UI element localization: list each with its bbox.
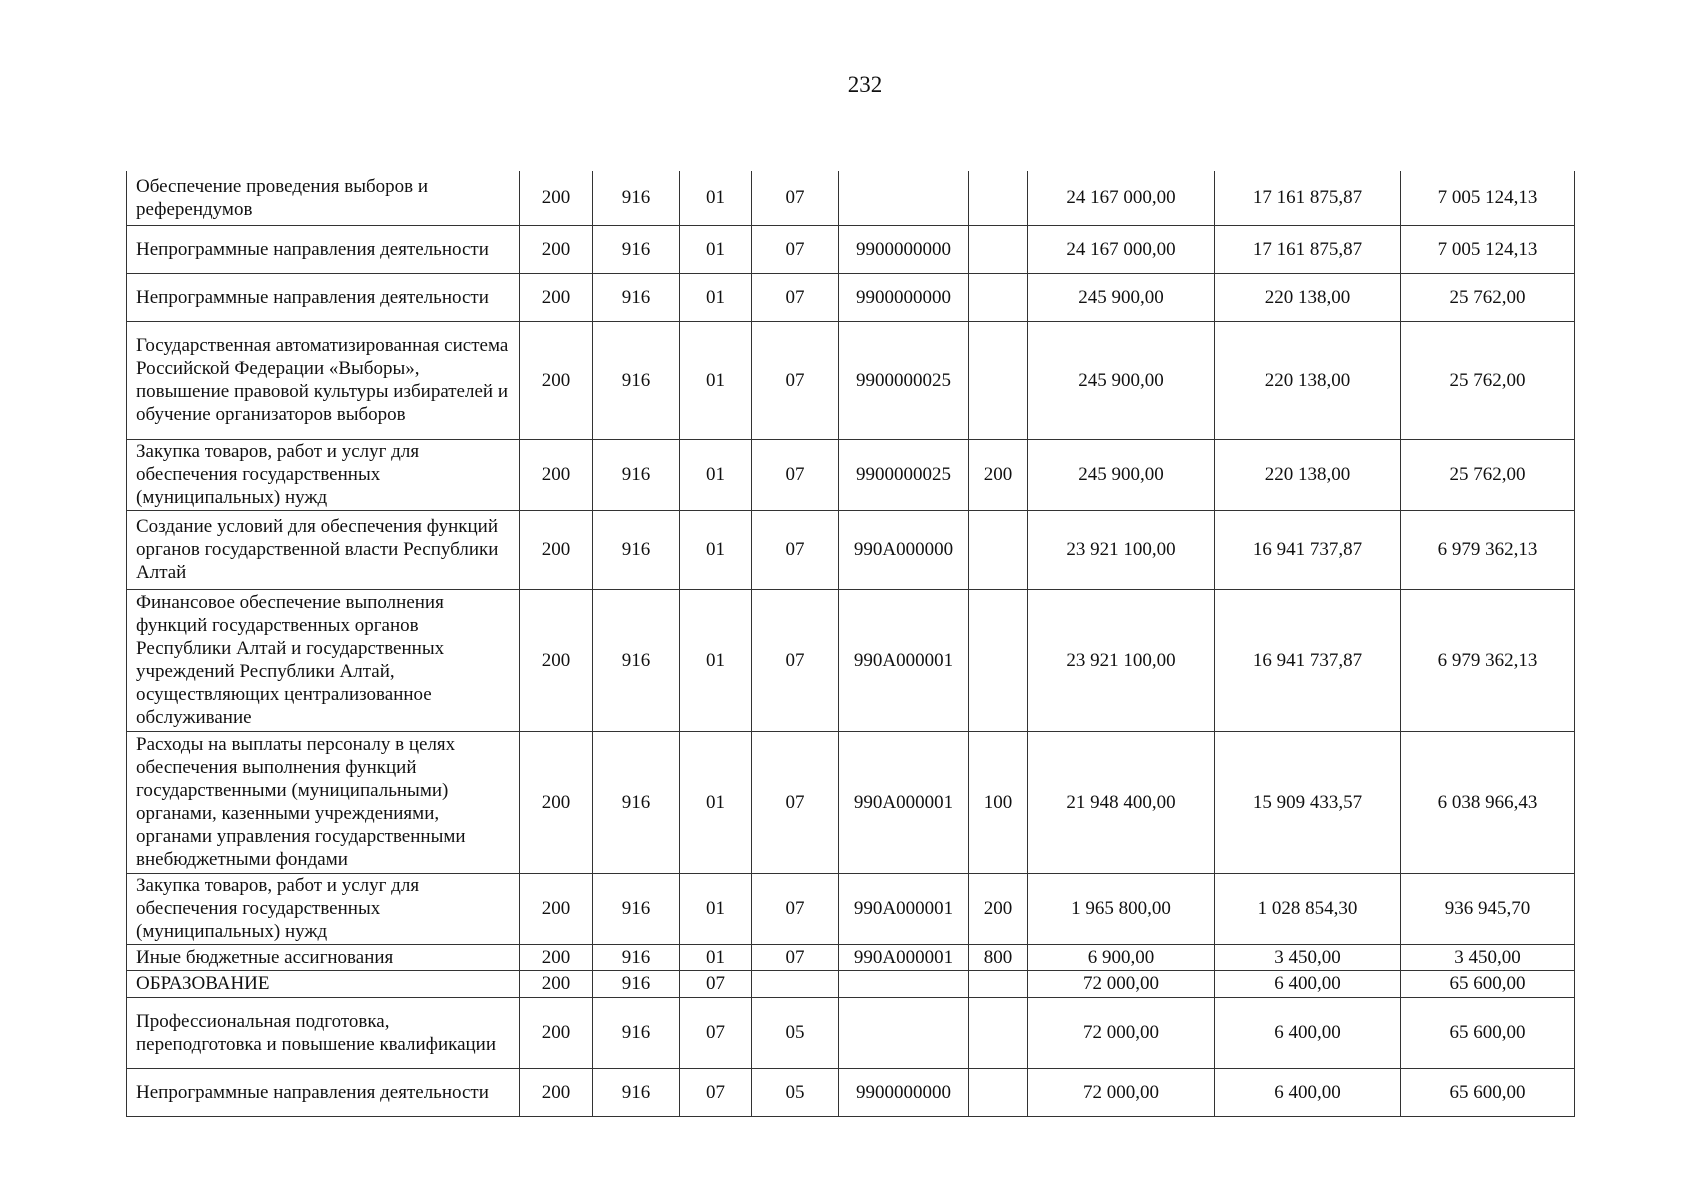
cell-code-1: 200 bbox=[520, 321, 593, 439]
cell-remainder: 25 762,00 bbox=[1401, 321, 1575, 439]
cell-code-1: 200 bbox=[520, 970, 593, 997]
cell-subsection: 07 bbox=[752, 321, 839, 439]
cell-target-article: 990А000000 bbox=[839, 510, 969, 589]
cell-expense-type bbox=[969, 225, 1028, 273]
cell-approved: 23 921 100,00 bbox=[1028, 589, 1215, 731]
cell-code-2: 916 bbox=[593, 510, 680, 589]
cell-target-article: 9900000000 bbox=[839, 225, 969, 273]
table-row bbox=[127, 731, 1575, 873]
cell-executed: 6 400,00 bbox=[1215, 1068, 1401, 1116]
cell-expense-type: 200 bbox=[969, 873, 1028, 944]
cell-code-1: 200 bbox=[520, 171, 593, 225]
cell-remainder: 3 450,00 bbox=[1401, 944, 1575, 970]
cell-code-2: 916 bbox=[593, 589, 680, 731]
cell-code-2: 916 bbox=[593, 873, 680, 944]
cell-code-2: 916 bbox=[593, 1068, 680, 1116]
cell-name: ОБРАЗОВАНИЕ bbox=[127, 970, 520, 997]
cell-target-article: 9900000000 bbox=[839, 273, 969, 321]
cell-remainder: 936 945,70 bbox=[1401, 873, 1575, 944]
cell-executed: 1 028 854,30 bbox=[1215, 873, 1401, 944]
cell-approved: 23 921 100,00 bbox=[1028, 510, 1215, 589]
cell-target-article: 9900000025 bbox=[839, 321, 969, 439]
cell-approved: 24 167 000,00 bbox=[1028, 225, 1215, 273]
cell-code-1: 200 bbox=[520, 873, 593, 944]
cell-executed: 17 161 875,87 bbox=[1215, 225, 1401, 273]
cell-remainder: 25 762,00 bbox=[1401, 273, 1575, 321]
cell-name: Непрограммные направления деятельности bbox=[127, 225, 520, 273]
cell-subsection: 07 bbox=[752, 589, 839, 731]
cell-subsection: 07 bbox=[752, 510, 839, 589]
cell-section: 07 bbox=[680, 997, 752, 1068]
cell-section: 07 bbox=[680, 1068, 752, 1116]
cell-code-1: 200 bbox=[520, 225, 593, 273]
cell-target-article: 990А000001 bbox=[839, 731, 969, 873]
cell-name: Иные бюджетные ассигнования bbox=[127, 944, 520, 970]
cell-remainder: 6 979 362,13 bbox=[1401, 510, 1575, 589]
cell-name: Профессиональная подготовка, переподготовка и повышение квалификации bbox=[127, 997, 520, 1068]
table-row bbox=[127, 321, 1575, 439]
cell-code-2: 916 bbox=[593, 997, 680, 1068]
cell-name: Финансовое обеспечение выполнения функций государственных органов Республики Алтай и государственных учреждений Республики Алтай, осуществляющих централизованное обслуживание bbox=[127, 589, 520, 731]
cell-executed: 220 138,00 bbox=[1215, 321, 1401, 439]
cell-expense-type bbox=[969, 273, 1028, 321]
cell-target-article bbox=[839, 997, 969, 1068]
cell-code-1: 200 bbox=[520, 997, 593, 1068]
cell-expense-type bbox=[969, 1068, 1028, 1116]
cell-code-1: 200 bbox=[520, 731, 593, 873]
cell-code-2: 916 bbox=[593, 225, 680, 273]
cell-remainder: 7 005 124,13 bbox=[1401, 225, 1575, 273]
cell-target-article: 9900000025 bbox=[839, 439, 969, 510]
cell-target-article: 9900000000 bbox=[839, 1068, 969, 1116]
cell-name: Непрограммные направления деятельности bbox=[127, 1068, 520, 1116]
table-row bbox=[127, 589, 1575, 731]
cell-section: 01 bbox=[680, 171, 752, 225]
cell-expense-type: 800 bbox=[969, 944, 1028, 970]
cell-subsection: 07 bbox=[752, 731, 839, 873]
cell-target-article: 990А000001 bbox=[839, 873, 969, 944]
cell-expense-type bbox=[969, 997, 1028, 1068]
cell-approved: 245 900,00 bbox=[1028, 439, 1215, 510]
cell-name: Создание условий для обеспечения функций органов государственной власти Республики Алтай bbox=[127, 510, 520, 589]
cell-section: 01 bbox=[680, 225, 752, 273]
cell-name: Расходы на выплаты персоналу в целях обеспечения выполнения функций государственными (муниципальными) органами, казенными учреждениями, органами управления государственными внебюджетными фондами bbox=[127, 731, 520, 873]
cell-code-2: 916 bbox=[593, 731, 680, 873]
cell-approved: 245 900,00 bbox=[1028, 321, 1215, 439]
cell-subsection bbox=[752, 970, 839, 997]
cell-target-article bbox=[839, 171, 969, 225]
cell-code-2: 916 bbox=[593, 273, 680, 321]
cell-target-article: 990А000001 bbox=[839, 589, 969, 731]
cell-code-1: 200 bbox=[520, 589, 593, 731]
table-row bbox=[127, 273, 1575, 321]
cell-executed: 3 450,00 bbox=[1215, 944, 1401, 970]
cell-subsection: 07 bbox=[752, 873, 839, 944]
cell-target-article bbox=[839, 970, 969, 997]
cell-approved: 24 167 000,00 bbox=[1028, 171, 1215, 225]
cell-section: 01 bbox=[680, 731, 752, 873]
cell-executed: 6 400,00 bbox=[1215, 997, 1401, 1068]
cell-subsection: 07 bbox=[752, 439, 839, 510]
page-number: 232 bbox=[847, 72, 883, 97]
cell-section: 01 bbox=[680, 944, 752, 970]
table-row bbox=[127, 873, 1575, 944]
cell-remainder: 6 979 362,13 bbox=[1401, 589, 1575, 731]
cell-expense-type: 100 bbox=[969, 731, 1028, 873]
cell-section: 01 bbox=[680, 321, 752, 439]
cell-executed: 6 400,00 bbox=[1215, 970, 1401, 997]
cell-name: Обеспечение проведения выборов и референдумов bbox=[127, 171, 520, 225]
cell-code-2: 916 bbox=[593, 970, 680, 997]
cell-remainder: 7 005 124,13 bbox=[1401, 171, 1575, 225]
cell-approved: 72 000,00 bbox=[1028, 970, 1215, 997]
cell-executed: 17 161 875,87 bbox=[1215, 171, 1401, 225]
cell-approved: 6 900,00 bbox=[1028, 944, 1215, 970]
cell-section: 01 bbox=[680, 273, 752, 321]
budget-table bbox=[126, 171, 1575, 1117]
cell-remainder: 6 038 966,43 bbox=[1401, 731, 1575, 873]
cell-executed: 16 941 737,87 bbox=[1215, 589, 1401, 731]
cell-target-article: 990А000001 bbox=[839, 944, 969, 970]
cell-section: 01 bbox=[680, 439, 752, 510]
cell-code-2: 916 bbox=[593, 171, 680, 225]
cell-expense-type bbox=[969, 589, 1028, 731]
cell-code-1: 200 bbox=[520, 273, 593, 321]
cell-executed: 15 909 433,57 bbox=[1215, 731, 1401, 873]
cell-expense-type bbox=[969, 970, 1028, 997]
cell-subsection: 07 bbox=[752, 944, 839, 970]
cell-name: Закупка товаров, работ и услуг для обеспечения государственных (муниципальных) нужд bbox=[127, 439, 520, 510]
table-row bbox=[127, 171, 1575, 225]
cell-code-1: 200 bbox=[520, 944, 593, 970]
cell-expense-type bbox=[969, 171, 1028, 225]
cell-subsection: 07 bbox=[752, 225, 839, 273]
table-row bbox=[127, 225, 1575, 273]
cell-subsection: 05 bbox=[752, 997, 839, 1068]
cell-remainder: 65 600,00 bbox=[1401, 997, 1575, 1068]
cell-remainder: 25 762,00 bbox=[1401, 439, 1575, 510]
cell-code-1: 200 bbox=[520, 510, 593, 589]
table-row bbox=[127, 970, 1575, 997]
table-row bbox=[127, 510, 1575, 589]
table-row bbox=[127, 439, 1575, 510]
cell-approved: 72 000,00 bbox=[1028, 997, 1215, 1068]
cell-name: Государственная автоматизированная система Российской Федерации «Выборы», повышение правовой культуры избирателей и обучение организаторов выборов bbox=[127, 321, 520, 439]
cell-subsection: 07 bbox=[752, 273, 839, 321]
cell-name: Непрограммные направления деятельности bbox=[127, 273, 520, 321]
cell-expense-type bbox=[969, 510, 1028, 589]
cell-executed: 220 138,00 bbox=[1215, 439, 1401, 510]
cell-expense-type: 200 bbox=[969, 439, 1028, 510]
cell-subsection: 07 bbox=[752, 171, 839, 225]
cell-name: Закупка товаров, работ и услуг для обеспечения государственных (муниципальных) нужд bbox=[127, 873, 520, 944]
cell-remainder: 65 600,00 bbox=[1401, 1068, 1575, 1116]
cell-section: 01 bbox=[680, 510, 752, 589]
cell-remainder: 65 600,00 bbox=[1401, 970, 1575, 997]
cell-code-2: 916 bbox=[593, 944, 680, 970]
cell-approved: 245 900,00 bbox=[1028, 273, 1215, 321]
cell-approved: 21 948 400,00 bbox=[1028, 731, 1215, 873]
cell-subsection: 05 bbox=[752, 1068, 839, 1116]
cell-executed: 220 138,00 bbox=[1215, 273, 1401, 321]
cell-code-1: 200 bbox=[520, 1068, 593, 1116]
cell-section: 01 bbox=[680, 589, 752, 731]
cell-approved: 72 000,00 bbox=[1028, 1068, 1215, 1116]
cell-section: 01 bbox=[680, 873, 752, 944]
table-row bbox=[127, 1068, 1575, 1116]
cell-expense-type bbox=[969, 321, 1028, 439]
cell-approved: 1 965 800,00 bbox=[1028, 873, 1215, 944]
table-row bbox=[127, 997, 1575, 1068]
cell-executed: 16 941 737,87 bbox=[1215, 510, 1401, 589]
table-row bbox=[127, 944, 1575, 970]
cell-code-2: 916 bbox=[593, 321, 680, 439]
cell-code-2: 916 bbox=[593, 439, 680, 510]
cell-section: 07 bbox=[680, 970, 752, 997]
cell-code-1: 200 bbox=[520, 439, 593, 510]
